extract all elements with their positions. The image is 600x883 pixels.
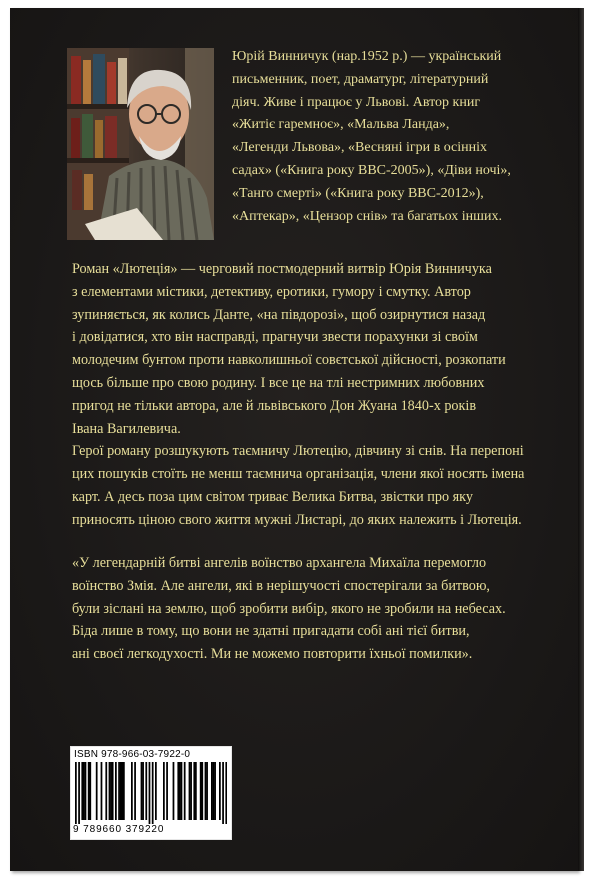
barcode-bar: [110, 762, 112, 820]
barcode-bar: [206, 762, 208, 820]
barcode-bar: [200, 762, 202, 820]
barcode-digits: 9 789660 379220: [73, 824, 165, 835]
barcode-bar: [152, 762, 154, 824]
barcode-bar: [219, 762, 221, 820]
barcode-bar: [177, 762, 179, 820]
barcode-bar: [179, 762, 181, 820]
description-line: Івана Вагилевича.: [72, 420, 181, 437]
bio-line: письменник, поет, драматург, літературний: [232, 71, 489, 87]
bio-line: «Легенди Львова», «Весняні ігри в осінніх: [232, 140, 488, 156]
description-line: приносять ціною свого життя мужні Листарі, до яких належить і Лютеція.: [72, 511, 522, 528]
barcode-bar: [81, 762, 83, 820]
barcode-bar: [163, 762, 165, 820]
barcode-bar: [131, 762, 133, 820]
barcode-bar: [173, 762, 175, 820]
barcode-bar: [193, 762, 195, 820]
description-line: пригод не тільки автора, але й львівського Дон Жуана 1840-х років: [72, 397, 477, 414]
barcode-bar: [142, 762, 144, 820]
barcode-bar: [205, 762, 207, 820]
barcode-bar: [181, 762, 183, 820]
barcode-bar: [145, 762, 147, 820]
barcode-bar: [115, 762, 117, 820]
quote-line: «У легендарній битві ангелів воїнство архангела Михаїла перемогло: [72, 555, 487, 571]
book-quote: [72, 552, 572, 666]
barcode-bar: [201, 762, 203, 820]
barcode-bar: [112, 762, 114, 820]
book-description: [72, 258, 572, 532]
description-line: цих пошуків стоїть не менш таємнича організація, члени якої носять імена: [72, 466, 525, 483]
barcode-bar: [75, 762, 77, 824]
barcode-bar: [195, 762, 197, 820]
barcode-bar: [85, 762, 87, 820]
barcode-bar: [83, 762, 85, 820]
barcode-bar: [96, 762, 98, 820]
description-line: щось більше про свою родину. І все це на тлі нестримних любовних: [72, 374, 485, 391]
barcode-bar: [120, 762, 122, 820]
barcode-bar: [105, 762, 107, 820]
barcode-bar: [166, 762, 168, 820]
bio-line: Юрій Винничук (нар.1952 р.) — український: [232, 49, 502, 64]
barcode-bar: [78, 762, 80, 824]
barcode-bar: [123, 762, 125, 820]
barcode-bar: [225, 762, 227, 824]
barcode-bar: [214, 762, 216, 820]
description-line: з елементами містики, детективу, еротики, гумору і смутку. Автор: [72, 283, 471, 300]
back-cover: [10, 8, 578, 871]
barcode-bars: [75, 762, 227, 824]
description-line: молодечим бунтом проти навколишньої совєтської дійсності, розкопати: [72, 352, 506, 369]
barcode-bar: [184, 762, 186, 820]
description-line: зупиняється, як колись Данте, «на півдорозі», щоб озирнутися назад: [72, 306, 486, 323]
barcode-bar: [118, 762, 120, 820]
barcode-bar: [155, 762, 157, 820]
barcode-bar: [190, 762, 192, 820]
barcode-bar: [149, 762, 151, 824]
isbn-label: ISBN 978-966-03-7922-0: [74, 749, 191, 760]
barcode-bar: [213, 762, 215, 820]
bio-line: «Танго смерті» («Книга року ВВС-2012»),: [232, 185, 484, 201]
bio-line: садах» («Книга року ВВС-2005»), «Діви ночі»,: [232, 162, 511, 178]
barcode-bar: [134, 762, 136, 820]
barcode-bar: [88, 762, 90, 820]
quote-line: були зіслані на землю, щоб зробити вибір, якого не зробили на небесах.: [72, 600, 506, 617]
barcode-bar: [101, 762, 103, 820]
barcode-bar: [109, 762, 111, 820]
quote-line: Біда лише в тому, що вони не здатні пригадати собі ані тієї битви,: [72, 623, 470, 640]
description-line: Герої роману розшукують таємничу Лютецію, дівчину зі снів. На перепоні: [72, 443, 524, 460]
barcode-bar: [189, 762, 191, 820]
barcode-bar: [222, 762, 224, 824]
description-line: і довідатися, хто він насправді, прагнучи звести порахунки зі своїм: [72, 329, 478, 346]
barcode-bar: [121, 762, 123, 820]
barcode-bar: [141, 762, 143, 820]
description-line: Роман «Лютеція» — черговий постмодерний витвір Юрія Винничука: [72, 261, 492, 277]
author-photo: [67, 48, 214, 240]
book-spine-edge: [578, 8, 584, 871]
bio-line: «Аптекар», «Цензор снів» та багатьох інших.: [232, 208, 502, 224]
quote-line: ані своєї легкодухості. Ми не можемо повторити їхньої помилки».: [72, 646, 473, 663]
author-portrait-image: [67, 48, 214, 240]
bio-line: діяч. Живе і працює у Львові. Автор книг: [232, 94, 481, 110]
barcode-bar: [89, 762, 91, 820]
description-line: карт. А десь поза цим світом триває Велика Битва, звістки про яку: [72, 488, 473, 505]
bio-line: «Житіє гаремноє», «Мальва Ланда»,: [232, 117, 450, 133]
quote-line: воїнство Змія. Але ангели, які в нерішучості спостерігали за битвою,: [72, 577, 490, 594]
author-bio: [232, 46, 567, 228]
isbn-barcode: [70, 746, 232, 840]
barcode-bar: [211, 762, 213, 820]
